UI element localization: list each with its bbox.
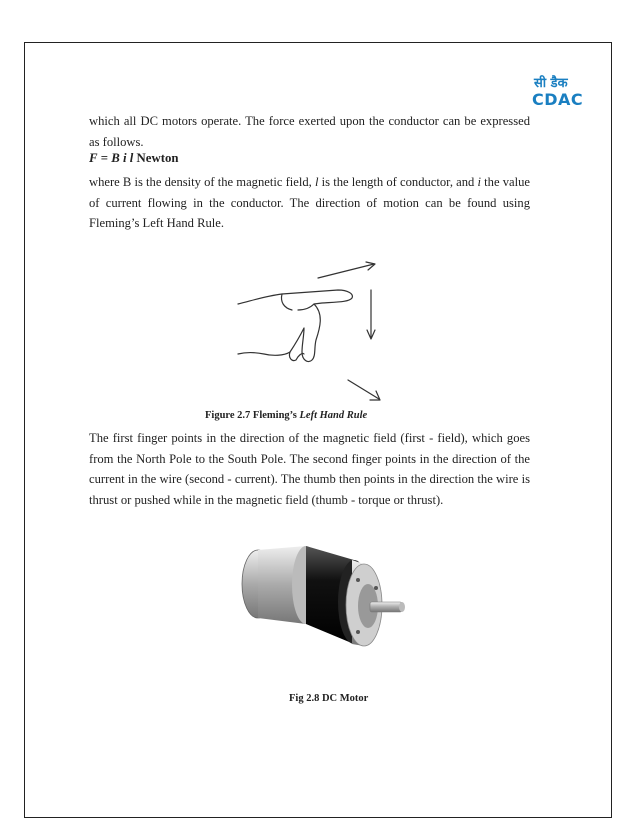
para2-var-l: l bbox=[314, 175, 319, 189]
mount-hole-2 bbox=[356, 630, 360, 634]
motor-shaft bbox=[370, 602, 402, 612]
caption-2-7-italic: Left Hand Rule bbox=[299, 410, 368, 421]
thrust-arrow-line bbox=[348, 380, 379, 399]
figure-2-7-caption bbox=[205, 410, 367, 421]
force-formula bbox=[89, 151, 178, 166]
finger-crease bbox=[298, 304, 314, 310]
formula-equals: = bbox=[100, 151, 109, 165]
mount-hole-1 bbox=[356, 578, 360, 582]
shaft-tip bbox=[399, 602, 405, 612]
figure-2-8-caption: Fig 2.8 DC Motor bbox=[289, 693, 369, 704]
mount-hole-3 bbox=[374, 586, 378, 590]
logo-hindi-text: सी डैक bbox=[534, 76, 568, 91]
para2-part-a: where B is the density of the magnetic field, bbox=[89, 175, 315, 189]
cdac-logo bbox=[528, 72, 594, 110]
field-arrow-line bbox=[318, 264, 374, 278]
logo-latin-text: CDAC bbox=[532, 90, 584, 109]
para2-part-b: is the length of conductor, and bbox=[318, 175, 478, 189]
paragraph-intro: which all DC motors operate. The force exerted upon the conductor can be expressed as follows. bbox=[89, 114, 530, 149]
hand-outline bbox=[238, 290, 352, 362]
formula-f: F bbox=[89, 151, 98, 165]
dc-motor-photo bbox=[236, 536, 408, 670]
para2-var-i: i bbox=[477, 175, 482, 189]
flemings-hand-illustration bbox=[232, 256, 392, 408]
formula-l: l bbox=[129, 151, 134, 165]
caption-2-7-label: Figure 2.7 Fleming’s bbox=[205, 410, 300, 421]
para2-part-c: the value of current flowing in the conductor. The direction of motion can be found using Fleming’s Left Hand Rule. bbox=[89, 175, 530, 230]
thumb-crease bbox=[281, 294, 292, 310]
paragraph-explanation bbox=[89, 172, 530, 234]
paragraph-rule-description: The first finger points in the direction of the magnetic field (first - field), which goes from the North Pole to the South Pole. The second finger points in the direction of the current in the wire (second - current). The thumb then points in the direction the wire is thrust or pushed while in the magnetic field (thumb - torque or thrust). bbox=[89, 431, 530, 507]
formula-b: B bbox=[111, 151, 120, 165]
formula-unit: Newton bbox=[136, 151, 179, 165]
hand-lower-edge bbox=[238, 352, 290, 355]
formula-i: i bbox=[123, 151, 127, 165]
